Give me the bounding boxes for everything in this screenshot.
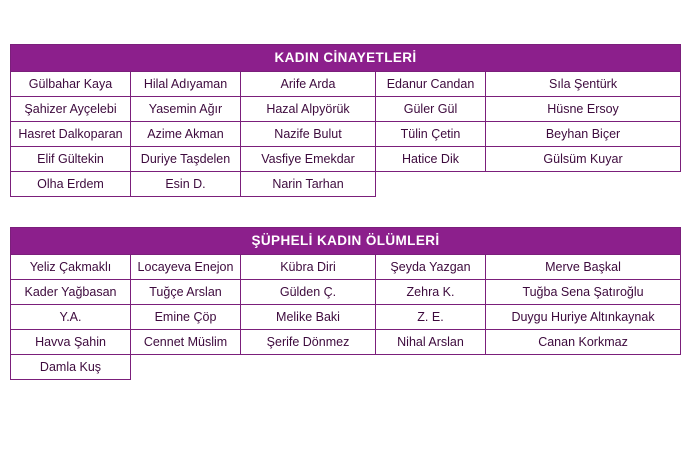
table-cell-name: Kübra Diri: [241, 255, 376, 280]
table-row: [11, 147, 681, 172]
table-row: [11, 255, 681, 280]
table-cell-name: Hatice Dik: [376, 147, 486, 172]
table-cell-name: Cennet Müslim: [131, 330, 241, 355]
table-cell-name: Hasret Dalkoparan: [11, 122, 131, 147]
table-cell-name: Gülbahar Kaya: [11, 72, 131, 97]
table-cell-name: Nazife Bulut: [241, 122, 376, 147]
table-cell-name: Emine Çöp: [131, 305, 241, 330]
table-cell-name: Azime Akman: [131, 122, 241, 147]
table-cell-name: Canan Korkmaz: [486, 330, 681, 355]
table-row: [11, 122, 681, 147]
table-cell-name: Locayeva Enejon: [131, 255, 241, 280]
table-cell-name: Tülin Çetin: [376, 122, 486, 147]
table-cell-name: Elif Gültekin: [11, 147, 131, 172]
table-cell-name: Zehra K.: [376, 280, 486, 305]
table-cell-name: Olha Erdem: [11, 172, 131, 197]
table-row: [11, 97, 681, 122]
table-cell-name: Z. E.: [376, 305, 486, 330]
table-cell-name: Hüsne Ersoy: [486, 97, 681, 122]
table-cell-name: Gülsüm Kuyar: [486, 147, 681, 172]
table-cell-empty: [486, 355, 681, 380]
table-cell-name: Şahizer Ayçelebi: [11, 97, 131, 122]
table-gap: [10, 197, 680, 227]
table-row: [11, 305, 681, 330]
table-cell-name: Hilal Adıyaman: [131, 72, 241, 97]
table-cell-empty: [131, 355, 241, 380]
table-cell-name: Beyhan Biçer: [486, 122, 681, 147]
table-row: [11, 72, 681, 97]
data-table: [10, 227, 681, 380]
table-title: KADIN CİNAYETLERİ: [11, 45, 681, 72]
table-cell-name: Havva Şahin: [11, 330, 131, 355]
table-cell-name: Tuğba Sena Şatıroğlu: [486, 280, 681, 305]
table-row: [11, 355, 681, 380]
table-cell-name: Vasfiye Emekdar: [241, 147, 376, 172]
table-title: ŞÜPHELİ KADIN ÖLÜMLERİ: [11, 228, 681, 255]
table-cell-name: Sıla Şentürk: [486, 72, 681, 97]
table-cell-name: Kader Yağbasan: [11, 280, 131, 305]
table-cell-name: Merve Başkal: [486, 255, 681, 280]
data-table: [10, 44, 681, 197]
table-cell-name: Hazal Alpyörük: [241, 97, 376, 122]
table-cell-name: Gülden Ç.: [241, 280, 376, 305]
table-cell-name: Melike Baki: [241, 305, 376, 330]
table-row: [11, 330, 681, 355]
table-cell-empty: [241, 355, 376, 380]
table-cell-name: Y.A.: [11, 305, 131, 330]
table-cell-name: Duriye Taşdelen: [131, 147, 241, 172]
table-row: [11, 172, 681, 197]
table-cell-name: Damla Kuş: [11, 355, 131, 380]
table-cell-name: Arife Arda: [241, 72, 376, 97]
table-cell-name: Edanur Candan: [376, 72, 486, 97]
table-cell-empty: [376, 172, 486, 197]
table-cell-name: Yeliz Çakmaklı: [11, 255, 131, 280]
table-cell-name: Tuğçe Arslan: [131, 280, 241, 305]
tables-container: [10, 44, 680, 380]
table-cell-name: Esin D.: [131, 172, 241, 197]
table-cell-name: Narin Tarhan: [241, 172, 376, 197]
table-cell-name: Duygu Huriye Altınkaynak: [486, 305, 681, 330]
table-cell-name: Güler Gül: [376, 97, 486, 122]
table-cell-name: Şerife Dönmez: [241, 330, 376, 355]
table-cell-empty: [376, 355, 486, 380]
table-header-row: [11, 228, 681, 255]
table-cell-name: Yasemin Ağır: [131, 97, 241, 122]
table-cell-name: Nihal Arslan: [376, 330, 486, 355]
table-cell-empty: [486, 172, 681, 197]
table-header-row: [11, 45, 681, 72]
table-cell-name: Şeyda Yazgan: [376, 255, 486, 280]
table-row: [11, 280, 681, 305]
